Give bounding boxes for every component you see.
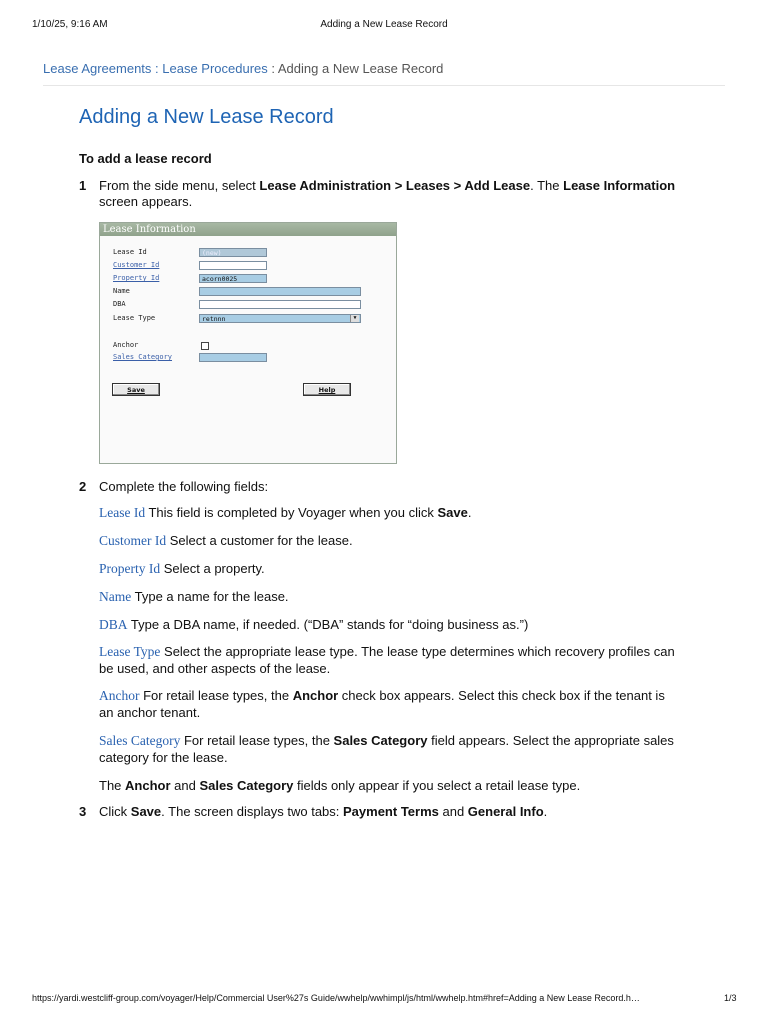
anchor-checkbox[interactable] xyxy=(201,342,209,350)
step-text: Complete the following fields: xyxy=(99,479,269,494)
breadcrumb-lease-procedures[interactable]: Lease Procedures xyxy=(162,61,268,76)
step-text: Click Save. The screen displays two tabs: Payment Terms and General Info. xyxy=(99,804,548,819)
lease-id-field: (new) xyxy=(199,248,267,257)
field-desc-lease-id: Lease Id This field is completed by Voyager when you click Save. xyxy=(99,505,472,520)
label-lease-type: Lease Type xyxy=(113,314,156,322)
breadcrumb-separator: : xyxy=(151,61,163,76)
step-number: 1 xyxy=(79,178,87,193)
field-desc-anchor: Anchor For retail lease types, the Anchor check box appears. Select this check box if the tenant is an anchor tenant. xyxy=(99,688,665,720)
page-title: Adding a New Lease Record xyxy=(79,106,334,128)
chevron-down-icon[interactable]: ▼ xyxy=(350,315,359,322)
breadcrumb-lease-agreements[interactable]: Lease Agreements xyxy=(43,61,152,76)
field-desc-name: Name Type a name for the lease. xyxy=(99,589,289,604)
field-term: Customer Id xyxy=(99,533,167,548)
field-desc-lease-type: Lease Type Select the appropriate lease type. The lease type determines which recovery profiles can be used, and other aspects of the lease. xyxy=(99,644,675,676)
lease-type-select[interactable] xyxy=(199,314,361,323)
step-number: 2 xyxy=(79,479,87,494)
save-button[interactable]: Save xyxy=(112,383,160,396)
field-term: Property Id xyxy=(99,561,161,576)
field-term: Lease Id xyxy=(99,505,146,520)
divider xyxy=(43,85,725,86)
label-lease-id: Lease Id xyxy=(113,248,147,256)
field-desc-property-id: Property Id Select a property. xyxy=(99,561,265,576)
label-dba: DBA xyxy=(113,300,126,308)
help-button[interactable]: Help xyxy=(303,383,351,396)
field-term: Sales Category xyxy=(99,733,181,748)
label-sales-category[interactable]: Sales Category xyxy=(113,353,173,361)
breadcrumb-current: Adding a New Lease Record xyxy=(277,61,444,76)
field-term: Anchor xyxy=(99,688,140,703)
print-footer-url: https://yardi.westcliff-group.com/voyager/Help/Commercial User%27s Guide/wwhelp/wwhimpl/js/html/wwhelp.htm#href=Adding a New Lease Record.h… xyxy=(32,993,640,1003)
lease-type-value: retnnn xyxy=(202,315,226,323)
retail-fields-note: The Anchor and Sales Category fields only appear if you select a retail lease type. xyxy=(99,778,581,793)
sales-category-field[interactable] xyxy=(199,353,267,362)
field-term: DBA xyxy=(99,617,128,632)
name-field[interactable] xyxy=(199,287,361,296)
procedure-subheading: To add a lease record xyxy=(79,151,212,166)
breadcrumb-separator: : xyxy=(267,61,278,76)
print-header-datetime: 1/10/25, 9:16 AM xyxy=(32,19,108,30)
step-number: 3 xyxy=(79,804,87,819)
dba-field[interactable] xyxy=(199,300,361,309)
label-name: Name xyxy=(113,287,130,295)
label-property-id[interactable]: Property Id xyxy=(113,274,160,282)
field-term: Lease Type xyxy=(99,644,161,659)
label-customer-id[interactable]: Customer Id xyxy=(113,261,160,269)
label-anchor: Anchor xyxy=(113,341,139,349)
lease-information-screenshot xyxy=(99,222,397,464)
field-desc-dba: DBA Type a DBA name, if needed. (“DBA” stands for “doing business as.”) xyxy=(99,617,529,632)
print-footer-page-number: 1/3 xyxy=(724,993,737,1003)
print-header-title: Adding a New Lease Record xyxy=(320,19,448,30)
field-desc-customer-id: Customer Id Select a customer for the lease. xyxy=(99,533,353,548)
screenshot-titlebar: Lease Information xyxy=(100,223,396,236)
field-desc-sales-category: Sales Category For retail lease types, the Sales Category field appears. Select the appropriate sales category for the lease. xyxy=(99,733,674,765)
breadcrumb xyxy=(43,61,443,76)
step-text: From the side menu, select Lease Administration > Leases > Add Lease. The Lease Information screen appears. xyxy=(99,178,676,209)
property-id-field[interactable]: acorn0025 xyxy=(199,274,267,283)
customer-id-field[interactable] xyxy=(199,261,267,270)
field-term: Name xyxy=(99,589,132,604)
